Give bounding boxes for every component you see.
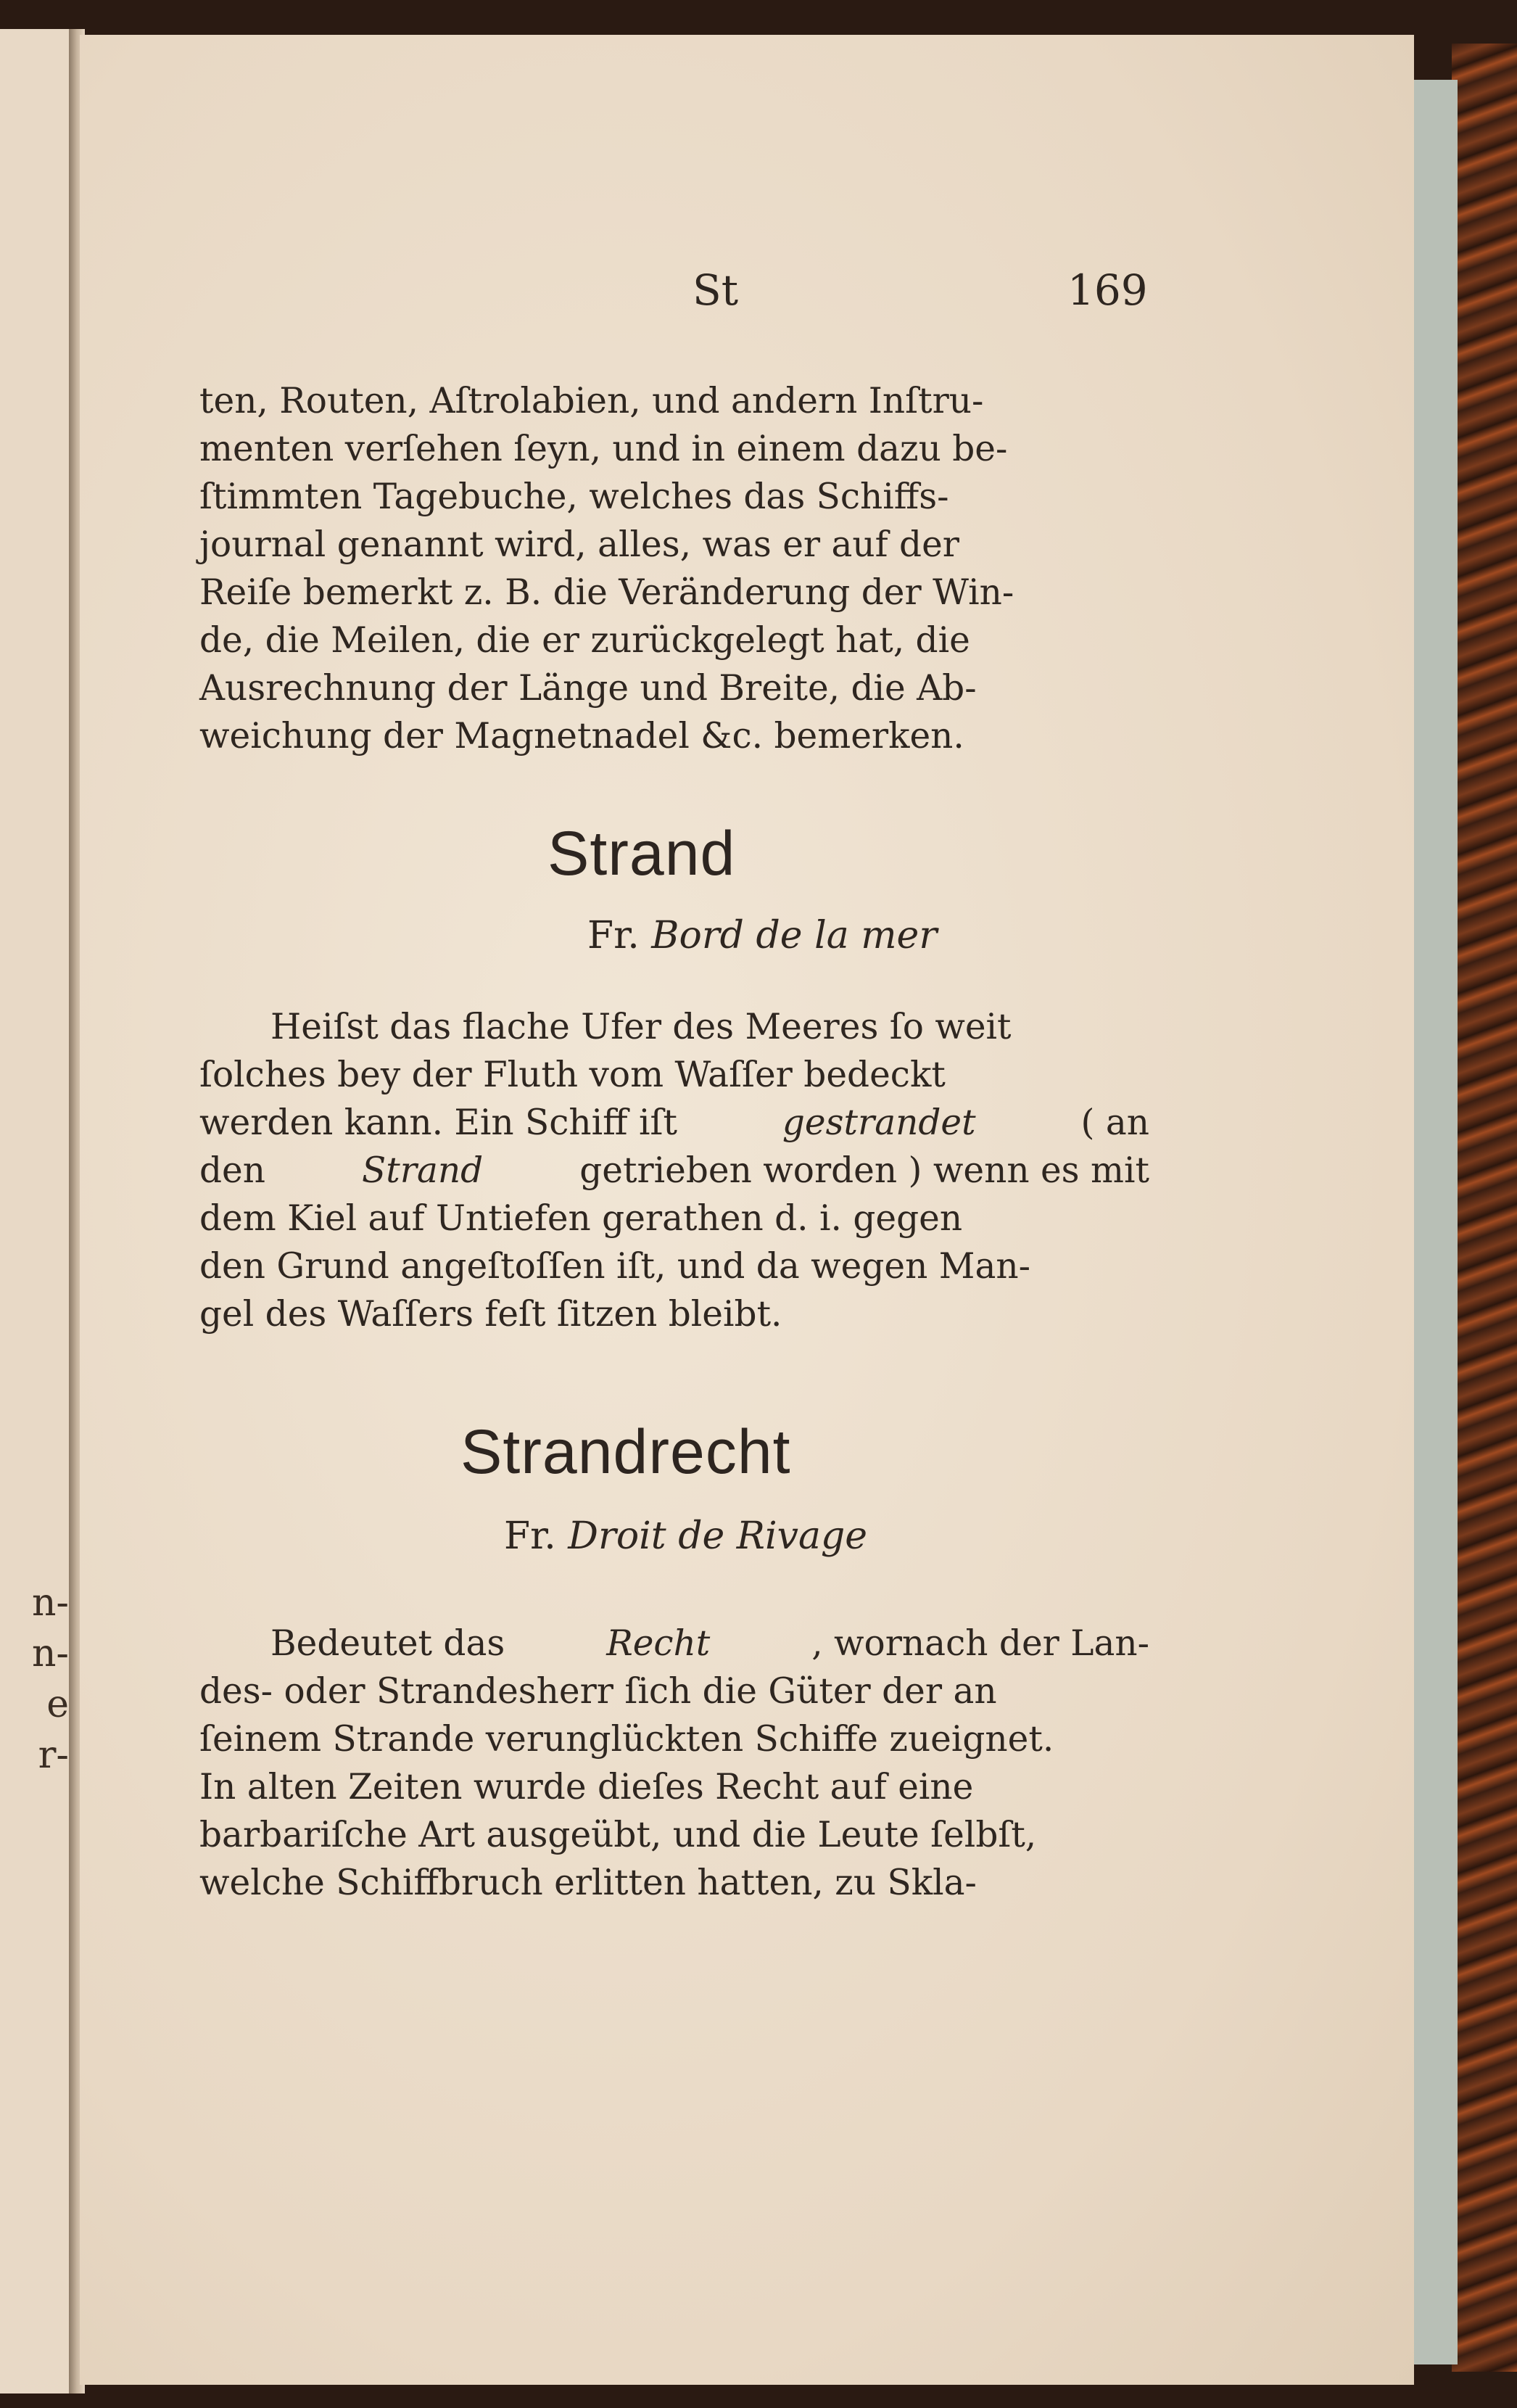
text-line: Ausrechnung der Länge und Breite, die Ab- — [199, 668, 977, 709]
emphasized-term: gestrandet — [782, 1102, 976, 1143]
left-page-fragment — [0, 29, 76, 2393]
text-line: menten verſehen ſeyn, und in einem dazu be- — [199, 429, 1008, 469]
text-segment: , wornach der Lan- — [811, 1623, 1149, 1664]
text-line: Heiſst das flache Ufer des Meeres ſo weit — [270, 1007, 1012, 1047]
entry-headword: Strandrecht — [460, 1417, 791, 1487]
french-equivalent — [587, 914, 937, 957]
text-line: ſtimmten Tagebuche, welches das Schiffs- — [199, 477, 949, 517]
text-line: des- oder Strandesherr ſich die Güter der an — [199, 1671, 997, 1712]
emphasized-term: Strand — [362, 1150, 484, 1191]
entry-definition — [199, 1620, 1149, 1907]
text-segment: den — [199, 1150, 265, 1191]
text-line: ſeinem Strande verunglückten Schiffe zueignet. — [199, 1719, 1054, 1760]
intro-paragraph — [199, 377, 1149, 760]
text-line: In alten Zeiten wurde dieſes Recht auf eine — [199, 1767, 974, 1807]
text-line: barbariſche Art ausgeübt, und die Leute ſelbſt, — [199, 1815, 1037, 1855]
text-segment: ( an — [1080, 1102, 1149, 1143]
left-margin-fragment: n- — [31, 1632, 69, 1675]
text-line — [199, 1147, 1149, 1195]
text-segment: getrieben worden ) wenn es mit — [579, 1150, 1149, 1191]
text-segment: werden kann. Ein Schiff iſt — [199, 1102, 677, 1143]
running-head: St — [693, 265, 739, 315]
french-term: Droit de Rivage — [568, 1514, 868, 1558]
left-margin-fragment: r- — [38, 1733, 69, 1777]
text-line: journal genannt wird, alles, was er auf der — [199, 524, 959, 565]
text-line: ten, Routen, Aſtrolabien, und andern Inſtru- — [199, 381, 984, 421]
left-margin-fragment: n- — [31, 1581, 69, 1625]
entry-definition — [199, 1003, 1149, 1338]
french-prefix: Fr. — [504, 1514, 556, 1558]
text-line — [199, 1620, 1149, 1667]
page-number: 169 — [1067, 265, 1148, 315]
text-line: den Grund angeſtoſſen iſt, und da wegen Man- — [199, 1246, 1030, 1287]
text-line: gel des Waſſers feſt ſitzen bleibt. — [199, 1294, 782, 1335]
text-line: weichung der Magnetnadel &c. bemerken. — [199, 716, 964, 756]
left-margin-fragment: e — [46, 1683, 69, 1726]
french-prefix: Fr. — [587, 914, 640, 957]
french-term: Bord de la mer — [651, 914, 938, 957]
book-page — [80, 35, 1414, 2385]
text-line — [199, 1099, 1149, 1147]
text-line: de, die Meilen, die er zurückgelegt hat, die — [199, 620, 970, 661]
french-equivalent — [504, 1514, 867, 1558]
text-segment: Bedeutet das — [270, 1623, 505, 1664]
text-line: dem Kiel auf Untiefen gerathen d. i. gegen — [199, 1198, 963, 1239]
text-line: Reiſe bemerkt z. B. die Veränderung der Win- — [199, 572, 1014, 613]
emphasized-term: Recht — [606, 1623, 711, 1664]
book-cover-edge — [1452, 44, 1517, 2372]
entry-headword: Strand — [547, 819, 736, 888]
text-line: ſolches bey der Fluth vom Waſſer bedeckt — [199, 1055, 946, 1095]
text-line: welche Schiffbruch erlitten hatten, zu Skla- — [199, 1863, 977, 1903]
